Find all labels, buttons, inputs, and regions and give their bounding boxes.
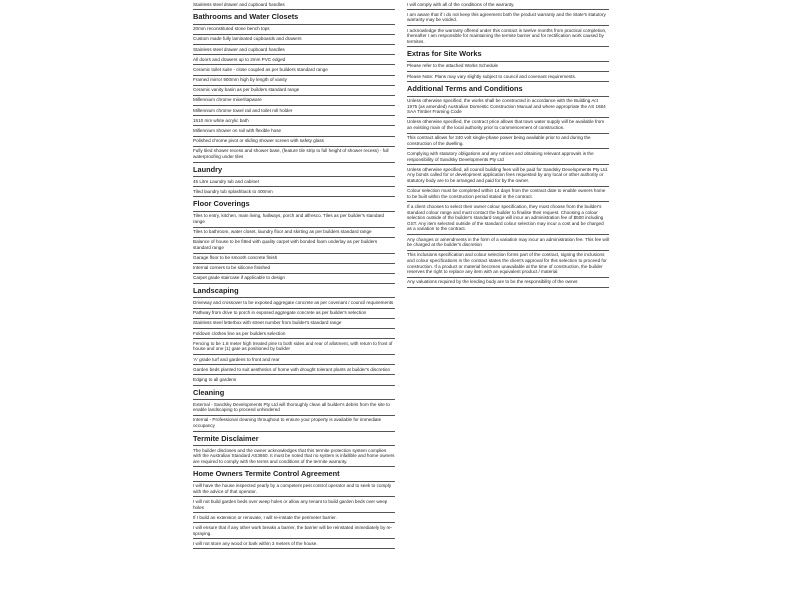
document-page xyxy=(193,0,609,600)
spec-item: Framed mirror 900mm high by length of vanity xyxy=(193,76,395,86)
spec-item: Please refer to the attached Works Schedule xyxy=(407,62,609,72)
section-heading-bathrooms-and-water-closets: Bathrooms and Water Closets xyxy=(193,10,395,24)
spec-item: Tiles to entry, kitchen, main living, hallways, porch and alfresco. Tiles as per builder's standard range xyxy=(193,212,395,228)
spec-item: If I build an extension or renovate, I will re-instate the perimeter barrier. xyxy=(193,513,395,523)
spec-item: Any changes or amendments in the form of a variation may incur an administration fee. This fee will be charged at the builder's discretion xyxy=(407,235,609,251)
spec-item: All doors and drawers up to 2mm PVC edged xyxy=(193,55,395,65)
spec-item: Ceramic vanity basin as per builders standard range xyxy=(193,86,395,96)
spec-item: If a client chooses to select their owner colour specification, they must choose from the builder's standard colour range and must contact the builder to finalise their request. Choosing a colour selection outside of the builder's standard range will incur an administration fee of $500 including GST. Any item selected outside of the standard colour selection may incur a cost and be charged as a variation to the contract. xyxy=(407,202,609,235)
section-heading-extras-for-site-works: Extras for Site Works xyxy=(407,47,609,61)
spec-item: Pathway from drive to porch in exposed aggregate concrete as per builder's selection xyxy=(193,309,395,319)
spec-item: Tiles to bathroom, water closet, laundry floor and skirting as per builders standard range xyxy=(193,228,395,238)
spec-item: 'A' grade turf and gardens to front and rear xyxy=(193,355,395,365)
section-heading-additional-terms-and-conditions: Additional Terms and Conditions xyxy=(407,82,609,96)
spec-item: I will have the house inspected yearly by a competent pest control operator and to seek to comply with the advice of that operator. xyxy=(193,482,395,498)
spec-item: Tiled laundry tub splashback to 400mm xyxy=(193,187,395,197)
spec-item: Millennium chrome mixer/tapware xyxy=(193,96,395,106)
right-column xyxy=(407,0,609,288)
spec-item: 1510 mm white acrylic bath xyxy=(193,116,395,126)
spec-item: I am aware that if I do not keep this agreement both the product warranty and the State's statutory warranty may be voided. xyxy=(407,10,609,26)
spec-item: Custom made fully laminated cupboards and drawers xyxy=(193,35,395,45)
spec-item: I will not store any wood or bark within 3 meters of the house. xyxy=(193,539,395,549)
spec-item: Millennium chrome towel rail and toilet roll holder xyxy=(193,106,395,116)
spec-item: Millennium shower on rail with flexible hose xyxy=(193,126,395,136)
spec-item: Edging to all gardens xyxy=(193,375,395,385)
spec-item: Stainless steel letterbox with street number from builder's standard range xyxy=(193,319,395,329)
spec-item: I will comply with all of the conditions of the warranty. xyxy=(407,0,609,10)
section-heading-termite-disclaimer: Termite Disclaimer xyxy=(193,432,395,446)
spec-item: Internal corners to be silicone finished xyxy=(193,264,395,274)
spec-item: 45 Litre Laundry tub and cabinet xyxy=(193,177,395,187)
spec-item: Carpet grade staircase if applicable to design xyxy=(193,274,395,284)
spec-item: Unless otherwise specified, the works shall be constructed in accordance with the Building Act 1975 (as amended) Australian Domestic Construction Manual and where appropriate the AS 1684 SAA Timber Framing Code xyxy=(407,97,609,118)
spec-item: Complying with statutory obligations and any notices and obtaining relevant approvals is the responsibility of Sandsky Developments Pty Ltd xyxy=(407,149,609,165)
section-heading-landscaping: Landscaping xyxy=(193,284,395,298)
spec-item: Fencing to be 1.8 meter high treated pine to both sides and rear of allotment, with return to front of house and one (1) gate as positioned by builder xyxy=(193,339,395,355)
spec-item: External - Sandsky Developments Pty Ltd will thoroughly clean all builder's debris from the site to enable landscaping to proceed unhindered xyxy=(193,400,395,416)
section-heading-floor-coverings: Floor Coverings xyxy=(193,197,395,211)
left-column xyxy=(193,0,395,549)
section-heading-laundry: Laundry xyxy=(193,163,395,177)
spec-item: I will ensure that if any other work breaks a barrier, the barrier will be reinstated immediately by re-spraying. xyxy=(193,523,395,539)
section-heading-cleaning: Cleaning xyxy=(193,386,395,400)
spec-item: The builder discloses and the owner acknowledges that this termite protection system complies with the Australian Standard AS3660. It must be noted that no system is infallible and home owners are required to comply with the terms and conditions of the termite warranty. xyxy=(193,446,395,467)
spec-item: This contract allows for 240 volt single-phase power being available prior to and during the construction of the dwelling. xyxy=(407,134,609,150)
spec-item: Ceramic toilet suite - close coupled as per builders standard range xyxy=(193,65,395,75)
spec-item: Foldown clothes line as per builders selection xyxy=(193,329,395,339)
spec-item: Any valuations required by the lending body are to be the responsibility of the owner. xyxy=(407,278,609,288)
spec-item: Driveway and crossover to be exposed aggregate concrete as per covenant / council requirements xyxy=(193,298,395,308)
spec-item: This inclusions specification and colour selection forms part of the contract, signing the inclusions and colour specifications in the contract states the client's approval for this selection to proceed for construction. If a product or material becomes unavailable at the time of construction, the builder reserves the right to replace any item with an equivalent product / material xyxy=(407,251,609,278)
spec-item: Internal - Professional cleaning throughout to ensure your property is available for immediate occupancy xyxy=(193,416,395,432)
spec-item: Stainless steel drawer and cupboard handles xyxy=(193,0,395,10)
spec-item: 20mm reconstituted stone bench tops xyxy=(193,25,395,35)
spec-item: Polished chrome pivot or sliding shower screen with safety glass xyxy=(193,137,395,147)
spec-item: I will not build garden beds over weep holes or allow any tenant to build garden beds over weep holes xyxy=(193,497,395,513)
spec-item: Colour selection must be completed within 14 days from the contract date to enable owners home to be built within the construction period stated in the contract. xyxy=(407,187,609,203)
spec-item: Balance of house to be fitted with quality carpet with bonded foam underlay as per builders standard range xyxy=(193,238,395,254)
spec-item: Stainless steel drawer and cupboard handles xyxy=(193,45,395,55)
spec-item: Unless otherwise specified, all council building fees will be paid for Sandsky Developments Pty Ltd. Any bonds called for or development application fees requested by any local or other authority or statutory body are to be arranged and paid for by the owner. xyxy=(407,165,609,186)
spec-item: Garden beds planted to suit aesthetics of home with drought tolerant plants at builder's discretion xyxy=(193,365,395,375)
spec-item: Fully tiled shower recess and shower base, (feature tile strip to full height of shower recess) - full waterproofing under tiles xyxy=(193,147,395,163)
spec-item: Garage floor to be smooth concrete finish xyxy=(193,254,395,264)
spec-item: I acknowledge the warranty offered under this contract is twelve months from practical completion, thereafter I am responsible for maintaining the termite barrier and for rectification work caused by termites. xyxy=(407,26,609,47)
spec-item: Please Note: Plans may vary slightly subject to council and covenant requirements. xyxy=(407,72,609,82)
section-heading-home-owners-termite-control-agreement: Home Owners Termite Control Agreement xyxy=(193,467,395,481)
spec-item: Unless otherwise specified, the contract price allows that town water supply will be available from an existing main of the local authority prior to commencement of construction. xyxy=(407,118,609,134)
